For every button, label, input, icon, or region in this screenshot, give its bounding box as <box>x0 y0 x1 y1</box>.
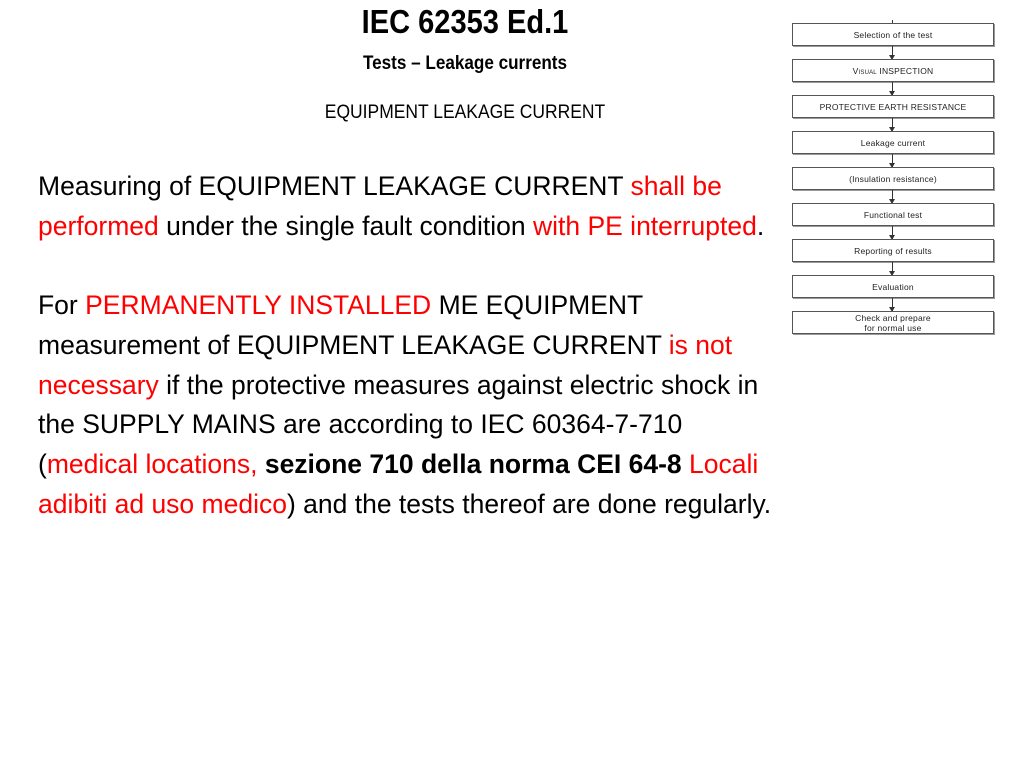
p2-space <box>682 449 689 479</box>
flow-step-visual-inspection: Visual INSPECTION <box>792 59 994 82</box>
paragraph-measuring <box>38 167 788 246</box>
body-text <box>38 167 788 524</box>
flow-arrow-down-icon <box>892 298 893 311</box>
flow-step-insulation-resistance: (Insulation resistance) <box>792 167 994 190</box>
p2-text-4: ) and the tests thereof are done regularly. <box>286 488 772 519</box>
section-heading: EQUIPMENT LEAKAGE CURRENT <box>324 102 606 123</box>
p1-emphasis-pe-interrupted: with PE interrupted <box>532 210 757 241</box>
flow-arrow-down-icon <box>892 82 893 95</box>
p2-text-3: if the protective measures against electric shock in the SUPPLY MAINS are according to IEC 60364-7-710 ( <box>38 369 759 479</box>
flow-arrow-down-icon <box>892 262 893 275</box>
flow-step-check-and-prepare: Check and prepare for normal use <box>792 311 994 334</box>
p2-emphasis-locali-medico: Locali adibiti ad uso medico <box>38 448 759 519</box>
p2-emphasis-medical-locations: medical locations, <box>46 448 265 479</box>
p1-emphasis-shall-be-performed: shall be performed <box>38 171 722 241</box>
p2-bold-cei-norm: sezione 710 della norma CEI 64-8 <box>264 448 682 479</box>
flow-step-leakage-current: Leakage current <box>792 131 994 154</box>
p2-emphasis-not-necessary: is not necessary <box>38 329 733 400</box>
p2-text-2: ME EQUIPMENT measurement of EQUIPMENT LEAKAGE CURRENT <box>38 290 669 360</box>
p1-text-3: . <box>756 210 765 241</box>
flow-step-reporting-of-results: Reporting of results <box>792 239 994 262</box>
flow-arrow-down-icon <box>892 46 893 59</box>
p1-text-1: Measuring of EQUIPMENT LEAKAGE CURRENT <box>38 171 631 201</box>
paragraph-permanently-installed <box>38 286 788 524</box>
p2-emphasis-permanently-installed: PERMANENTLY INSTALLED <box>85 290 432 321</box>
flow-arrow-down-icon <box>892 118 893 131</box>
slide-subtitle: Tests – Leakage currents <box>362 53 568 74</box>
slide-title: IEC 62353 Ed.1 <box>361 3 569 40</box>
test-sequence-flowchart <box>792 20 996 338</box>
flow-step-protective-earth-resistance: PROTECTIVE EARTH RESISTANCE <box>792 95 994 118</box>
p1-text-2: under the single fault condition <box>158 210 533 241</box>
flow-step-selection-of-test: Selection of the test <box>792 23 994 46</box>
flow-arrow-down-icon <box>892 226 893 239</box>
p2-text-1: For <box>38 290 86 321</box>
flow-step-evaluation: Evaluation <box>792 275 994 298</box>
flow-arrow-down-icon <box>892 154 893 167</box>
flow-arrow-down-icon <box>892 190 893 203</box>
flow-step-functional-test: Functional test <box>792 203 994 226</box>
